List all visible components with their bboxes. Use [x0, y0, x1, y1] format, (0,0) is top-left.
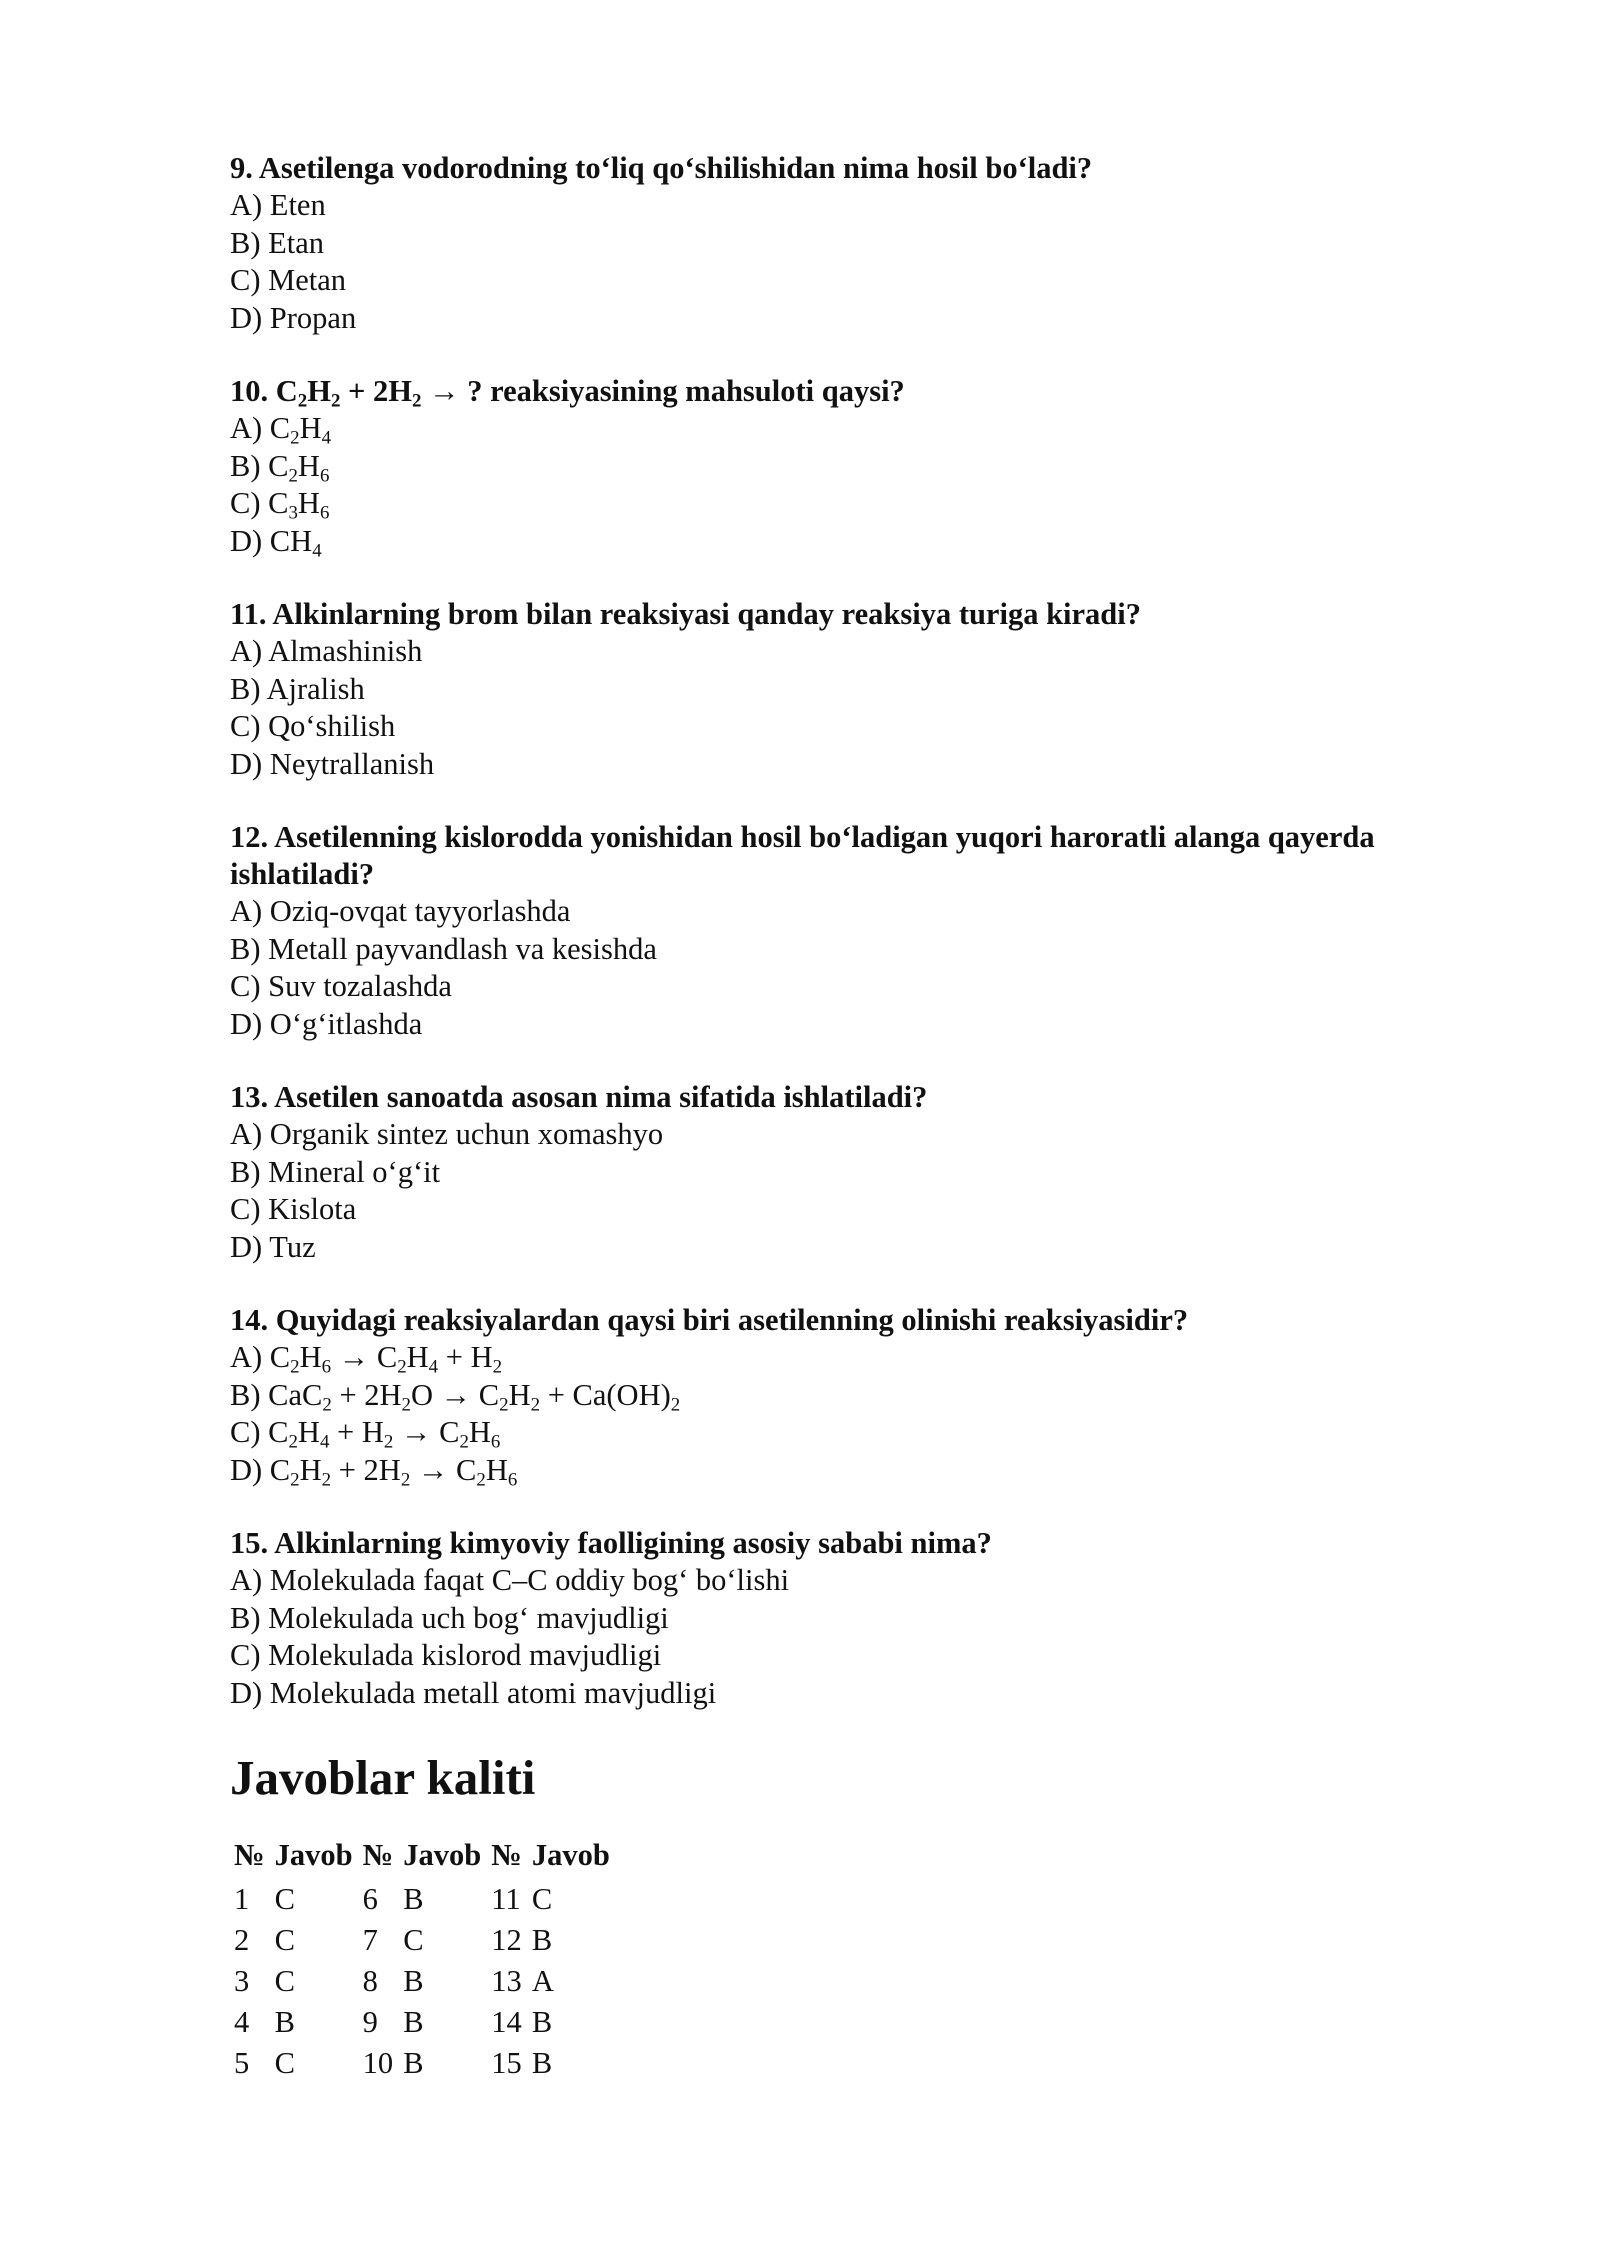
subscript: 2	[670, 1393, 681, 1415]
question-block	[230, 819, 1460, 1043]
subscript: 2	[412, 390, 422, 412]
text-run: A) Almashinish	[230, 634, 423, 668]
header-answer: Javob	[403, 1838, 482, 1872]
answer-option	[230, 1339, 1460, 1377]
question-block	[230, 150, 1460, 337]
text-run: C) Metan	[230, 263, 347, 297]
answer-letter-cell: C	[403, 1923, 424, 1957]
text-run: D) O‘g‘itlashda	[230, 1006, 423, 1041]
text-run: + H	[329, 1415, 384, 1449]
answer-option	[230, 1600, 1460, 1638]
answer-option	[230, 1191, 1460, 1229]
text-run: D) Tuz	[230, 1229, 316, 1264]
text-run: H	[297, 448, 320, 483]
answer-key-row	[232, 2043, 618, 2084]
text-run: B) CaC	[230, 1377, 323, 1412]
answer-option	[230, 262, 1460, 300]
answer-option	[230, 1414, 1460, 1452]
text-run: → ? reaksiyasining mahsuloti qaysi?	[421, 374, 905, 408]
text-run: 14. Quyidagi reaksiyalardan qaysi biri asetilenning olinishi reaksiyasidir?	[230, 1303, 1189, 1337]
answer-option	[230, 931, 1460, 969]
answer-letter-cell: C	[531, 1882, 553, 1916]
text-run: B) Etan	[230, 225, 325, 260]
text-run: H	[297, 1415, 320, 1449]
answer-letter-cell: B	[274, 2005, 295, 2039]
text-run: H	[406, 1340, 429, 1374]
question-number-cell: 13	[491, 1964, 522, 1998]
text-run: 9. Asetilenga vodorodning to‘liq qo‘shilishidan nima hosil bo‘ladi?	[230, 151, 1093, 185]
text-run: 12. Asetilenning kislorodda yonishidan hosil bo‘ladigan yuqori haroratli alanga qayerda ishlatiladi?	[230, 820, 1375, 891]
text-run: B) Molekulada uch bog‘ mavjudligi	[230, 1600, 669, 1635]
subscript: 2	[400, 1468, 411, 1490]
subscript: 2	[321, 1468, 332, 1490]
text-run: A) Eten	[230, 188, 326, 222]
text-run: C) C	[230, 1415, 289, 1449]
question-block	[230, 373, 1460, 560]
subscript: 4	[312, 539, 322, 561]
question-number-cell: 5	[234, 2046, 250, 2080]
text-run: C) C	[230, 486, 289, 520]
question-number-cell: 7	[362, 1923, 378, 1957]
text-run: + H	[438, 1340, 493, 1374]
answer-letter-cell: A	[531, 1964, 554, 1998]
subscript: 2	[290, 427, 300, 449]
question-title	[230, 1525, 1460, 1562]
answer-key-body	[232, 1879, 618, 2084]
question-number-cell: 1	[234, 1882, 250, 1916]
question-title	[230, 596, 1460, 633]
text-run: C) Kislota	[230, 1192, 357, 1226]
text-run: B) Metall payvandlash va kesishda	[230, 931, 657, 966]
header-number: №	[491, 1838, 522, 1872]
answer-option	[230, 187, 1460, 225]
answer-key-row	[232, 1961, 618, 2002]
subscript: 2	[492, 1356, 503, 1378]
question-number-cell: 15	[491, 2046, 522, 2080]
subscript: 2	[297, 390, 308, 412]
text-run: 15. Alkinlarning kimyoviy faolligining asosiy sababi nima?	[230, 1526, 992, 1560]
header-number: №	[362, 1838, 394, 1872]
text-run: D) Molekulada metall atomi mavjudligi	[230, 1675, 717, 1710]
question-number-cell: 4	[234, 2005, 250, 2039]
subscript: 2	[330, 390, 341, 412]
text-run: B) Mineral o‘g‘it	[230, 1154, 441, 1189]
question-number-cell: 8	[362, 1964, 378, 1998]
subscript: 2	[288, 464, 298, 486]
answer-letter-cell: B	[531, 1923, 553, 1957]
answer-letter-cell: C	[274, 1923, 295, 1957]
answer-letter-cell: B	[403, 1964, 424, 1998]
header-answer: Javob	[274, 1838, 353, 1872]
text-run: A) Oziq-ovqat tayyorlashda	[230, 894, 571, 928]
subscript: 2	[459, 1431, 469, 1453]
text-run: 13. Asetilen sanoatda asosan nima sifatida ishlatiladi?	[230, 1080, 928, 1114]
subscript: 2	[383, 1431, 394, 1453]
answer-option	[230, 225, 1460, 263]
text-run: D) Neytrallanish	[230, 746, 435, 781]
answer-option	[230, 1116, 1460, 1154]
subscript: 6	[507, 1468, 518, 1490]
document-page	[230, 150, 1460, 2084]
text-run: C) Molekulada kislorod mavjudligi	[230, 1638, 662, 1672]
text-run: H	[299, 1452, 322, 1487]
question-title	[230, 1302, 1460, 1339]
text-run: D) CH	[230, 523, 313, 558]
text-run: 10. C	[230, 374, 298, 408]
text-run: → C	[410, 1452, 477, 1487]
subscript: 3	[288, 502, 298, 524]
question-number-cell: 9	[362, 2005, 378, 2039]
answer-option	[230, 671, 1460, 709]
question-number-cell: 3	[234, 1964, 250, 1998]
answer-option	[230, 485, 1460, 523]
answer-option	[230, 746, 1460, 784]
answer-option	[230, 523, 1460, 561]
question-block	[230, 1079, 1460, 1266]
text-run: A) Organik sintez uchun xomashyo	[230, 1117, 664, 1151]
answer-key-row	[232, 1879, 618, 1920]
question-block	[230, 596, 1460, 783]
answer-key-row	[232, 1920, 618, 1961]
answer-letter-cell: B	[403, 1882, 424, 1916]
subscript: 2	[401, 1393, 411, 1415]
question-number-cell: 11	[491, 1882, 521, 1916]
subscript: 2	[290, 1356, 300, 1378]
question-title	[230, 150, 1460, 187]
header-answer: Javob	[531, 1838, 610, 1872]
subscript: 2	[288, 1431, 298, 1453]
answer-option	[230, 1637, 1460, 1675]
answer-option	[230, 708, 1460, 746]
answer-option	[230, 1377, 1460, 1415]
text-run: B) Ajralish	[230, 671, 365, 706]
answer-letter-cell: B	[403, 2005, 424, 2039]
subscript: 6	[319, 502, 330, 524]
answer-option	[230, 1452, 1460, 1490]
text-run: H	[468, 1415, 491, 1449]
question-number-cell: 12	[491, 1923, 522, 1957]
text-run: → C	[331, 1340, 398, 1374]
answer-option	[230, 1154, 1460, 1192]
text-run: H	[299, 411, 322, 445]
text-run: D) Propan	[230, 300, 357, 335]
answer-letter-cell: B	[531, 2046, 553, 2080]
text-run: 11. Alkinlarning brom bilan reaksiyasi qanday reaksiya turiga kiradi?	[230, 597, 1141, 631]
text-run: A) C	[230, 1340, 291, 1374]
answer-option	[230, 1006, 1460, 1044]
answer-letter-cell: C	[274, 1964, 295, 1998]
text-run: A) Molekulada faqat C–C oddiy bog‘ bo‘lishi	[230, 1563, 790, 1597]
text-run: C) Qo‘shilish	[230, 709, 396, 743]
question-block	[230, 1302, 1460, 1489]
answer-key-table	[232, 1838, 618, 2084]
text-run: B) C	[230, 448, 289, 483]
answer-letter-cell: C	[274, 2046, 295, 2080]
answer-key-header-row	[232, 1838, 618, 1879]
text-run: H	[297, 486, 320, 520]
question-number-cell: 14	[491, 2005, 522, 2039]
answer-letter-cell: B	[531, 2005, 553, 2039]
answer-option	[230, 633, 1460, 671]
question-title	[230, 1079, 1460, 1116]
question-number-cell: 2	[234, 1923, 250, 1957]
answer-letter-cell: C	[274, 1882, 295, 1916]
answer-key-heading: Javoblar kaliti	[230, 1750, 536, 1805]
subscript: 4	[428, 1356, 439, 1378]
subscript: 2	[322, 1393, 332, 1415]
text-run: C) Suv tozalashda	[230, 969, 452, 1003]
subscript: 6	[490, 1431, 501, 1453]
answer-option	[230, 448, 1460, 486]
answer-option	[230, 410, 1460, 448]
question-title	[230, 819, 1460, 893]
answer-letter-cell: B	[403, 2046, 424, 2080]
answer-option	[230, 1229, 1460, 1267]
question-number-cell: 6	[362, 1882, 378, 1916]
subscript: 2	[476, 1468, 486, 1490]
text-run: A) C	[230, 411, 291, 445]
subscript: 2	[499, 1393, 509, 1415]
answer-option	[230, 1562, 1460, 1600]
text-run: + 2H	[331, 1377, 402, 1412]
question-block	[230, 1525, 1460, 1712]
subscript: 6	[319, 464, 330, 486]
subscript: 4	[321, 427, 332, 449]
text-run: H	[485, 1452, 508, 1487]
text-run: H	[508, 1377, 531, 1412]
text-run: + Ca(OH)	[540, 1377, 671, 1412]
text-run: H	[299, 1340, 322, 1374]
answer-option	[230, 893, 1460, 931]
question-list	[230, 150, 1460, 1712]
text-run: + 2H	[331, 1452, 401, 1487]
text-run: D) C	[230, 1452, 291, 1487]
answer-option	[230, 968, 1460, 1006]
question-title	[230, 373, 1460, 410]
header-number: №	[234, 1838, 265, 1872]
text-run: H	[307, 374, 331, 408]
answer-option	[230, 300, 1460, 338]
question-number-cell: 10	[362, 2046, 394, 2080]
text-run: → C	[393, 1415, 460, 1449]
text-run: O → C	[411, 1377, 500, 1412]
subscript: 4	[319, 1431, 330, 1453]
subscript: 2	[290, 1468, 300, 1490]
answer-key-row	[232, 2002, 618, 2043]
subscript: 2	[530, 1393, 541, 1415]
subscript: 6	[321, 1356, 332, 1378]
answer-option	[230, 1675, 1460, 1713]
subscript: 2	[397, 1356, 407, 1378]
text-run: + 2H	[340, 374, 413, 408]
